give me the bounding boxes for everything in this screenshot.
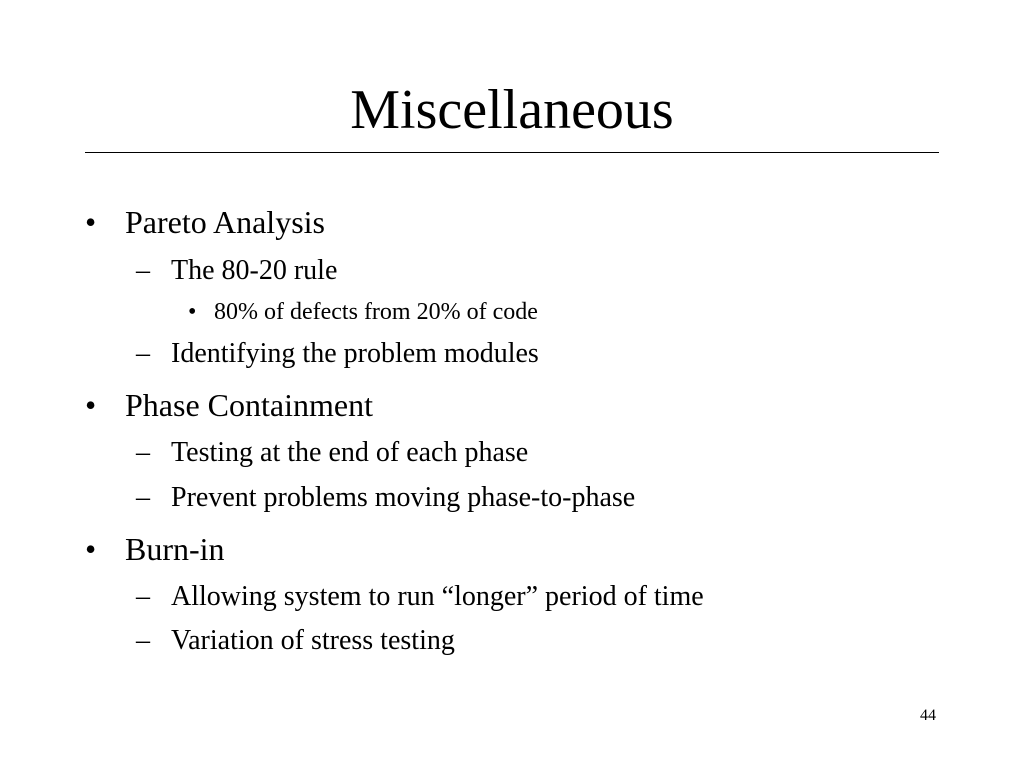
dash-marker: – [136, 581, 150, 612]
sub-item-label: Prevent problems moving phase-to-phase [171, 482, 636, 513]
bullet-marker: • [188, 299, 197, 325]
sub-item-label: Testing at the end of each phase [171, 437, 529, 468]
slide-title: Miscellaneous [350, 79, 674, 141]
dash-marker: – [136, 255, 150, 286]
sub-sub-item-label: 80% of defects from 20% of code [214, 299, 538, 325]
sub-item-label: Allowing system to run “longer” period of time [171, 581, 704, 612]
dash-marker: – [136, 437, 150, 468]
page-number: 44 [920, 707, 936, 724]
dash-marker: – [136, 482, 150, 513]
sub-item-label: Variation of stress testing [171, 625, 455, 656]
bullet-marker: • [85, 531, 97, 567]
sub-item-label: The 80-20 rule [171, 255, 338, 286]
bullet-label: Pareto Analysis [125, 204, 325, 240]
bullet-label: Burn-in [125, 531, 225, 567]
dash-marker: – [136, 625, 150, 656]
dash-marker: – [136, 338, 150, 369]
bullet-marker: • [85, 204, 97, 240]
bullet-label: Phase Containment [125, 387, 373, 423]
title-divider [85, 152, 939, 153]
bullet-marker: • [85, 387, 97, 423]
sub-item-label: Identifying the problem modules [171, 338, 539, 369]
